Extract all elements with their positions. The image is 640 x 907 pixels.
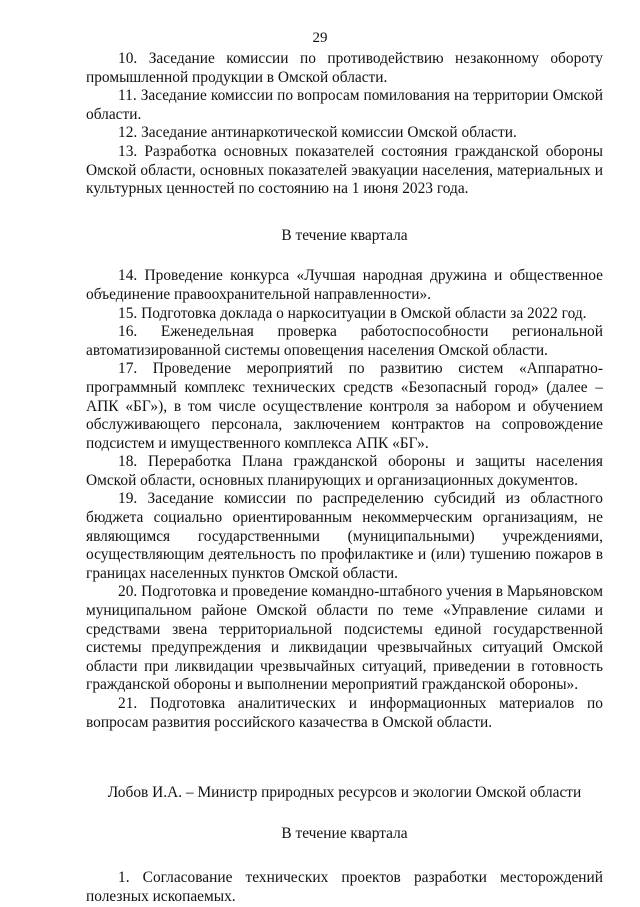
list-item: 19. Заседание комиссии по распределению субсидий из областного бюджета социально ориентированным некоммерческим организациям, не являющимся государственными (муниципальными) учреждениями, осуществляющим деятельность по профилактике и (или) тушению пожаров в границах населенных пунктов Омской области. (86, 490, 603, 582)
spacer (86, 199, 603, 227)
list-item: 14. Проведение конкурса «Лучшая народная дружина и общественное объединение правоохранительной направленности». (86, 267, 603, 303)
list-item: 15. Подготовка доклада о наркоситуации в Омской области за 2022 год. (118, 304, 587, 322)
document-body (86, 50, 603, 907)
list-item: 20. Подготовка и проведение командно-штабного учения в Марьяновском муниципальном районе Омской области по теме «Управление силами и средствами звена территориальной подсистемы единой государственной системы предупреждения и ликвидации чрезвычайных ситуаций Омской области при ликвидации чрезвычайных ситуаций, приведении в готовность гражданской обороны и выполнении мероприятий гражданской обороны». (86, 583, 603, 694)
spacer (86, 803, 603, 825)
list-item: 1. Согласование технических проектов разработки месторождений полезных ископаемых. (86, 869, 603, 905)
official-heading: Лобов И.А. – Министр природных ресурсов и экологии Омской области (107, 784, 582, 802)
section-heading: В течение квартала (281, 226, 408, 244)
list-item: 17. Проведение мероприятий по развитию систем «Аппаратно-программный комплекс технических средств «Безопасный город» (далее – АПК «БГ»), в том числе осуществление контроля за набором и обучением обслуживающего персонала, заключением контрактов на сопровождение подсистем и имущественного комплекса АПК «БГ». (86, 360, 603, 452)
list-item: 18. Переработка Плана гражданской обороны и защиты населения Омской области, основных планирующих и организационных документов. (86, 453, 603, 489)
spacer (86, 732, 603, 784)
spacer (86, 843, 603, 869)
list-item: 21. Подготовка аналитических и информационных материалов по вопросам развития российского казачества в Омской области. (86, 695, 603, 731)
list-item: 13. Разработка основных показателей состояния гражданской обороны Омской области, основных показателей эвакуации населения, материальных и культурных ценностей по состоянию на 1 июня 2023 года. (86, 142, 603, 198)
page-number: 29 (312, 30, 328, 46)
list-item: 12. Заседание антинаркотической комиссии Омской области. (118, 124, 517, 142)
section-heading: В течение квартала (281, 824, 408, 842)
list-item: 11. Заседание комиссии по вопросам помилования на территории Омской области. (86, 87, 603, 123)
spacer (86, 245, 603, 267)
list-item: 10. Заседание комиссии по противодействию незаконному обороту промышленной продукции в Омской области. (86, 50, 603, 86)
list-item: 16. Еженедельная проверка работоспособности региональной автоматизированной системы оповещения населения Омской области. (86, 323, 603, 359)
